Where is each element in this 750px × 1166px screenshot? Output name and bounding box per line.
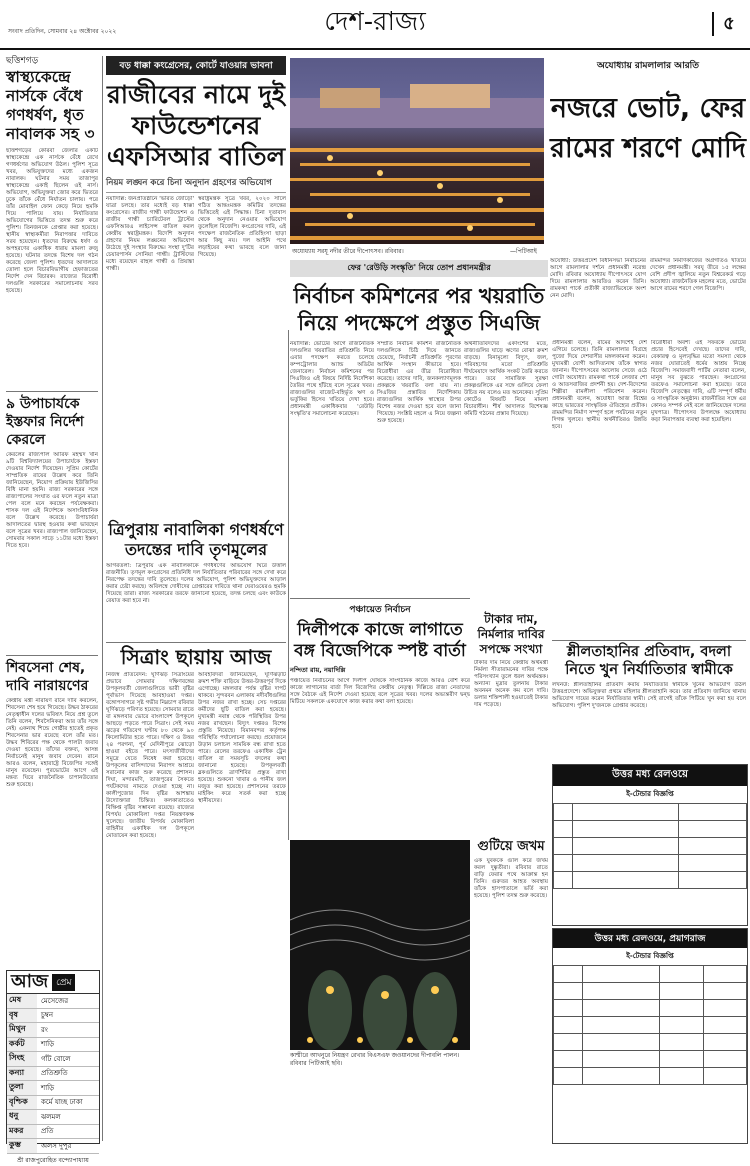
story-nurse-place: ছত্তিশগড় [6, 56, 39, 66]
masthead [0, 0, 750, 50]
story-taka-headline: টাকার দাম, নির্মলার দাবির সপক্ষে সংখ্যা [477, 612, 545, 656]
horoscope-footer: শ্রী রাজপুরোহিত বন্দ্যোপাধ্যায় [17, 1156, 89, 1164]
horoscope-box [6, 970, 100, 1164]
story-nurse-body: ছত্তিশগড়ের কোরবা জেলার একটি স্বাস্থ্যকেন্দ্রে এক নার্সকে বেঁধে রেখে গণধর্ষণের অভিযোগ উঠল। পুলিশ সূত্রে খবর, অভিযুক্তদের মধ্যে একজন নাবালক। ঘটনার সময় তাজাপুর স্বাস্থ্যকেন্দ্রে একাই ছিলেন ওই নার্স। অভিযোগ, অভিযুক্তরা জোর করে ভিতরে ঢুকে তাঁকে বেঁধে নির্যাতন চালায়। পরে তাঁর মোবাইল ফোন কেড়ে নিয়ে হুমকি দিয়ে পালিয়ে যায়। নির্যাতিতার অভিযোগের ভিত্তিতে তদন্ত শুরু করে পুলিশ। তিনজনকে গ্রেপ্তার করা হয়েছে। স্থানীয় স্বাস্থ্যকর্মীরা নিরাপত্তার দাবিতে সরব হয়েছেন। ধৃতদের বিরুদ্ধে ধর্ষণ ও অপহরণের একাধিক ধারায় মামলা রুজু হয়েছে। ঘটনার তদন্তে বিশেষ দল গঠন করেছে জেলা পুলিশ। ধৃতদের আদালতে তোলা হলে বিচারবিভাগীয় হেফাজতের নির্দেশ দেন বিচারক। রাজ্যের বিরোধী দলগুলি সরকারের সমালোচনায় সরব হয়েছে। [6, 148, 98, 295]
horoscope-row: কর্কট শাড়ি [7, 1038, 99, 1053]
story-dilip-body: পঞ্চায়েত নির্বাচনের আগে দিলীপ ঘোষকে সাংগঠনিক কাজে আরও বেশি করে কাজে লাগানোর বার্তা দিল বিজেপির কেন্দ্রীয় নেতৃত্ব। দিল্লিতে রাজ্য নেতাদের সঙ্গে বৈঠকে এই নির্দেশ দেওয়া হয়েছে বলে সূত্রের খবর। দলের অভ্যন্তরীণ দ্বন্দ্ব মিটিয়ে সকলকে একযোগে কাজ করার কথা বলা হয়েছে। [290, 678, 470, 705]
horoscope-row: মকর প্রতি [7, 1125, 99, 1140]
story-rajiv-body-2: স্বরাষ্ট্রমন্ত্রক সূত্রে খবর, ২০২০ সালে গঠিত আন্তঃমন্ত্রক কমিটির তদন্তের ভিত্তিতেই এই সিদ্ধান্ত। চিনা দূতাবাস থেকে অনুদান নেওয়ার অভিযোগ তুলেছিল বিজেপি। কংগ্রেসের দাবি, এই পদক্ষেপ রাজনৈতিক প্রতিহিংসা ছাড়া আর কিছু নয়। দল আইনি পথে লড়াইয়ের কথা ভাবছে বলে জানা গিয়েছে। [198, 196, 286, 258]
story-dilip-byline: নন্দিতা রায়, নয়াদিল্লি [290, 666, 346, 674]
horoscope-list [7, 994, 99, 1154]
story-rajiv-body-1: নয়াদিল্লি: জনপ্রতিষ্ঠানে 'ভারত জোড়ো' যাত্রা চলছে। তার মধ্যেই বড় ধাক্কা কংগ্রেসের। রাজীব গান্ধী ফাউন্ডেশন ও রাজীব গান্ধী চ্যারিটেবল ট্রাস্টের এফসিআরএ লাইসেন্স বাতিল করল কেন্দ্রীয় স্বরাষ্ট্রমন্ত্রক। বিদেশি অনুদান গ্রহণের নিয়ম লঙ্ঘনের অভিযোগ উঠেছে দুই সংস্থার বিরুদ্ধে। সংস্থা দু'টির চেয়ারপার্সন সোনিয়া গান্ধী। ট্রাস্টিদের মধ্যে রয়েছেন রাহুল গান্ধী ও প্রিয়াঙ্কা গান্ধী। [106, 196, 194, 272]
story-rajiv-headline: রাজীবের নামে দুই ফাউন্ডেশনের এফসিআর বাতিল [106, 80, 286, 171]
story-taka [474, 598, 548, 838]
story-shivsena-body: কেন্দ্রীয় মন্ত্রী নারায়ণ রানে দাবি করলেন, শিবসেনা শেষ হয়ে গিয়েছে। উদ্ধব ঠাকরের নেতৃত্বাধীন দলের ভবিষ্যৎ নিয়ে প্রশ্ন তুলে তিনি বলেন, শিবসৈনিকরা আর তাঁর সঙ্গে নেই। একনাথ শিন্ডে গোষ্ঠীর হাতেই প্রকৃত শিবসেনার ভার রয়েছে বলে তাঁর মত। উদ্ধব শিবিরের পক্ষ থেকে পালটা জবাব দেওয়া হয়েছে। তাঁদের বক্তব্য, আসন্ন নির্বাচনেই মানুষ জবাব দেবেন। রানে আরও বলেন, মহারাষ্ট্রে বিজেপির সঙ্গেই মানুষ রয়েছেন। পুরভোটের আগে এই মন্তব্য ঘিরে রাজনৈতিক চাপানউতোর শুরু হয়েছে। [6, 698, 98, 789]
story-sitrang [106, 642, 286, 1140]
photo-illustration [290, 840, 470, 1050]
story-dilip [290, 598, 470, 798]
ad2-table [553, 965, 747, 1085]
ad1-title: উত্তর মধ্য রেলওয়ে [553, 765, 747, 786]
ad1-table [553, 803, 747, 889]
section-title: দেশ-রাজ্য [324, 7, 426, 37]
story-cag-kicker: ফের 'রেউড়ি সংস্কৃতি' নিয়ে তোপ প্রধানমন্ত্রীর [290, 260, 548, 277]
story-cag-body-1: নয়াদিল্লি: ভোটের আগে রাজনৈতিক দলগুলির খয়রাতির প্রতিশ্রুতি নিয়ে এবার পদক্ষেপ করতে চলেছে কম্পট্রোলার অ্যান্ড অডিটর জেনারেল। নির্বাচন কমিশনের পর সিএজিও এই বিষয়ে নির্দিষ্ট নির্দেশিকা তৈরির পথে হাঁটছে বলে সূত্রের খবর। রাজ্যগুলির বাজেট-বহির্ভূত ঋণ ও ভর্তুকির হিসেব খতিয়ে দেখা হবে। প্রধানমন্ত্রী একাধিকবার 'রেউড়ি সংস্কৃতি'র সমালোচনা করেছেন। [290, 341, 374, 417]
story-tripura [106, 520, 286, 640]
story-rajiv-kicker: বড় ধাক্কা কংগ্রেসের, কোর্টে যাওয়ার ভাবনা [106, 56, 286, 75]
ad-railway-2 [552, 928, 748, 1144]
story-vc-body: কেরলের রাজ্যপাল আরিফ মহম্মদ খান ৯টি বিশ্ববিদ্যালয়ের উপাচার্যকে ইস্তফা দেওয়ার নির্দেশ দিয়েছেন। সুপ্রিম কোর্টের সাম্প্রতিক রায়ের উল্লেখ করে তিনি জানিয়েছেন, নিয়োগ প্রক্রিয়ায় ইউজিসির বিধি মানা হয়নি। রাজ্য সরকারের সঙ্গে রাজ্যপালের সংঘাত এর ফলে নতুন মাত্রা পেল বলে মনে করছেন পর্যবেক্ষকরা। শাসক দল এই নির্দেশকে অসাংবিধানিক বলে উল্লেখ করেছে। উপাচার্যরা আদালতের দ্বারস্থ হওয়ার কথা ভাবছেন বলে সূত্রের খবর। রাজ্যপাল জানিয়েছেন, সোমবার সকাল সাড়ে ১১টার মধ্যে ইস্তফা দিতে হবে। [6, 452, 98, 550]
horoscope-row: তুলা শাড়ি [7, 1081, 99, 1096]
photo-kashmir-bsf [290, 840, 470, 1050]
story-tripura-body: আগরতলা: ত্রিপুরায় এক নাবালিকাকে গণধর্ষণের অভিযোগ ঘিরে উত্তাল রাজনীতি। তৃণমূল কংগ্রেসের প্রতিনিধি দল নির্যাতিতার পরিবারের সঙ্গে দেখা করে নিরপেক্ষ তদন্তের দাবি তুলেছে। দলের অভিযোগ, পুলিশ অভিযুক্তদের আড়াল করার চেষ্টা করছে। অবিলম্বে দোষীদের গ্রেপ্তারের দাবিতে থানা ঘেরাওয়েরও হুমকি দিয়েছে তারা। রাজ্য সরকারের তরফে জানানো হয়েছে, তদন্ত চলছে এবং কাউকে রেয়াত করা হবে না। [106, 563, 286, 604]
horoscope-row: মেষ মেসেজের [7, 994, 99, 1009]
story-nurse-headline: স্বাস্থ্যকেন্দ্রে নার্সকে বেঁধে গণধর্ষণ, ধৃত নাবালক সহ ৩ [6, 68, 95, 144]
story-sitrang-headline: সিত্রাং ছায়ায় আজ [106, 642, 286, 669]
page-number-value: ৫ [723, 12, 735, 34]
horoscope-row: বৃশ্চিক কর্মে যাচ্ছ ঢাকা [7, 1096, 99, 1111]
ad1-tender: ই-টেন্ডার বিজ্ঞপ্তি [626, 790, 674, 798]
story-rajiv-subhead: নিয়ম লঙ্ঘন করে চিনা অনুদান গ্রহণের অভিযোগ [106, 176, 286, 193]
story-jokhom-body: এক যুবককে গুলি করে জখম করল দুষ্কৃতীরা। রবিবার রাতে বাড়ি ফেরার পথে আক্রান্ত হন তিনি। গুরুতর আহত অবস্থায় তাঁকে হাসপাতালে ভর্তি করা হয়েছে। পুলিশ তদন্ত শুরু করেছে। [474, 857, 548, 899]
story-sitrang-body-1: নিজস্ব প্রতিবেদন: ঘূর্ণিঝড় সিত্রাংয়ের প্রভাবে সোমবার দক্ষিণবঙ্গের উপকূলবর্তী জেলাগুলিতে ভারী বৃষ্টির পূর্বাভাস দিয়েছে আবহাওয়া দপ্তর। বঙ্গোপসাগরে সৃষ্ট গভীর নিম্নচাপ রবিবার ঘূর্ণিঝড়ে পরিণত হয়েছে। সোমবার রাতে বা মঙ্গলবার ভোরে বাংলাদেশ উপকূলে আছড়ে পড়তে পারে সিত্রাং। সেই সময় ঝড়ের গতিবেগ ঘণ্টায় ৮০ থেকে ৯০ কিলোমিটার হতে পারে। দক্ষিণ ও উত্তর ২৪ পরগনা, পূর্ব মেদিনীপুরে ঝোড়ো হাওয়া বইতে পারে। মৎস্যজীবীদের সমুদ্রে যেতে নিষেধ করা হয়েছে। উপকূলের বাসিন্দাদের নিরাপদ আশ্রয়ে সরানোর কাজ শুরু করেছে প্রশাসন। দিঘা, মন্দারমণি, তাজপুরের সৈকতে পর্যটকদের নামতে দেওয়া হচ্ছে না। কালীপুজোর দিন বৃষ্টির আশঙ্কায় উদ্যোক্তারা চিন্তিত। কলকাতাতেও বিক্ষিপ্ত বৃষ্টির সম্ভাবনা রয়েছে। রাজ্যের বিপর্যয় মোকাবিলা দপ্তর নিয়ন্ত্রণকক্ষ খুলেছে। জাতীয় বিপর্যয় মোকাবিলা বাহিনীর একাধিক দল উপকূলে মোতায়েন করা হয়েছে। [106, 672, 194, 839]
story-shivsena-headline: শিবসেনা শেষ, দাবি নারায়ণের [6, 660, 89, 695]
ad2-title: উত্তর মধ্য রেলওয়ে, প্রয়াগরাজ [553, 929, 747, 948]
story-rajiv [106, 56, 286, 596]
story-sitrang-body-2: আবহবিদরা জানিয়েছেন, ঘূর্ণিঝড়টি ক্রমশ শক্তি বাড়িয়ে উত্তর-উত্তরপূর্ব দিকে এগোচ্ছে। মঙ্গলবার পর্যন্ত বৃষ্টির দাপট থাকবে। সুন্দরবন এলাকায় নদীবাঁধগুলির উপর নজর রাখা হচ্ছে। সেচ দপ্তরের কর্মীদের ছুটি বাতিল করা হয়েছে। মুখ্যমন্ত্রী নবান্ন থেকে পরিস্থিতির উপর নজর রাখছেন। বিদ্যুৎ দপ্তরও বিশেষ প্রস্তুতি নিয়েছে। বিমানবন্দর কর্তৃপক্ষ পরিস্থিতি পর্যালোচনা করছে। প্রয়োজনে উড়ান চলাচল সাময়িক বন্ধ রাখা হতে পারে। রেলের তরফেও একাধিক ট্রেন বাতিল বা সময়সূচি বদলের কথা জানানো হয়েছে। উপকূলবর্তী ব্লকগুলিতে ত্রাণশিবির প্রস্তুত রাখা হয়েছে। শুকনো খাবার ও পানীয় জল মজুত করা হয়েছে। প্রশাসনের তরফে মাইকিং করে সতর্ক করা হচ্ছে স্থানীয়দের। [198, 672, 286, 804]
horoscope-row: মিথুন রং [7, 1023, 99, 1038]
story-taka-body: টাকার দাম নিয়ে কেন্দ্রীয় অর্থমন্ত্রী নির্মলা সীতারামনের দাবির পক্ষে পরিসংখ্যান তুলে ধরল অর্থমন্ত্রক। অন্যান্য মুদ্রার তুলনায় টাকার অবনমন অনেক কম বলে দাবি। ডলার শক্তিশালী হওয়াতেই টাকার দাম পড়েছে। [474, 660, 548, 708]
story-cag-body-3: অর্থনীতিবিদদের একাংশের মতে, রাজ্যগুলির ঘাড়ে ঋণের বোঝা ক্রমশ বাড়ছে। বিনামূল্যে বিদ্যুৎ, জল, পরিবহণের মতো প্রতিশ্রুতি দীর্ঘমেয়াদে আর্থিক সংকট তৈরি করতে পারে। তবে সামাজিক সুরক্ষা প্রকল্পগুলিকে এর সঙ্গে গুলিয়ে ফেলা উচিত নয় বলেও মত অনেকের। সুপ্রিম কোর্টেও বিষয়টি নিয়ে মামলা বিচারাধীন। শীর্ষ আদালত বিশেষজ্ঞ কমিটি গঠনের প্রস্তাব দিয়েছে। [464, 341, 548, 417]
horoscope-row: বৃষ চুম্বন [7, 1009, 99, 1024]
story-modi-body: অযোধ্যা: উত্তরপ্রদেশ বিধানসভা নির্বাচনের আগে রামলালার দর্শনে প্রধানমন্ত্রী নরেন্দ্র মোদি। রবিবার অযোধ্যায় দীপোৎসবে যোগ দিয়ে রামলালার আরতিও করেন তিনি। রামকথা পার্কে প্রতীকী রাজ্যাভিষেকে অংশ নেন মোদি। রামমন্দির নির্মাণকাজের অগ্রগতিও খতিয়ে দেখেন প্রধানমন্ত্রী। সরযূ তীরে ১৫ লক্ষের বেশি প্রদীপ জ্বালিয়ে নতুন বিশ্বরেকর্ড গড়ে অযোধ্যা। রাজনৈতিক মহলের মতে, ভোটের আগে রামের শরণে গেল বিজেপি। [550, 258, 746, 299]
ad2-tender: ই-টেন্ডার বিজ্ঞপ্তি [626, 952, 674, 960]
story-tripura-headline: ত্রিপুরায় নাবালিকা গণধর্ষণে তদন্তের দাবি তৃণমূলের [108, 520, 284, 559]
photo-ayodhya-deepotsav [290, 58, 544, 244]
story-shrilota-headline: শ্লীলতাহানির প্রতিবাদ, বদলা নিতে খুন নির্যাতিতার স্বামীকে [552, 640, 746, 679]
photo-bottom-caption: কাশ্মীরে আখনুরে নিয়ন্ত্রণ রেখার বিএসএফ জওয়ানদের দীপাবলি পালন। রবিবার পিটিআই ছবি। [290, 1052, 460, 1067]
story-vc-headline: ৯ উপাচার্যকে ইস্তফার নির্দেশ কেরলে [6, 396, 84, 449]
horoscope-row: ধনু ঝলমল [7, 1110, 99, 1125]
story-modi-continued: প্রধানমন্ত্রী বলেন, রামের আদর্শেই দেশ এগিয়ে চলেছে। তিনি রামলালার বিগ্রহে পুজো দিয়ে দেশবাসীর মঙ্গলকামনা করেন। মুখ্যমন্ত্রী যোগী আদিত্যনাথ তাঁকে স্বাগত জানান। দীপোৎসবের আলোয় সেজে ওঠে গোটা অযোধ্যা। রামকথা পার্কে লেজার শো ও আতসবাজির প্রদর্শনী হয়। দেশ-বিদেশের শিল্পীরা রামলীলা পরিবেশন করেন। প্রধানমন্ত্রী বলেন, অযোধ্যা আজ বিশ্বের কাছে ভারতের সাংস্কৃতিক ঐতিহ্যের প্রতীক। রামমন্দির নির্মাণ সম্পূর্ণ হলে পর্যটনের নতুন দিগন্ত খুলবে। স্থানীয় অর্থনীতিরও উন্নতি হবে। বিরোধীরা অবশ্য এই সফরকে ভোটের প্রচার হিসেবেই দেখছে। তাদের দাবি, বেকারত্ব ও মূল্যবৃদ্ধির মতো সমস্যা থেকে নজর ঘোরাতেই ধর্মের আশ্রয় নিচ্ছে বিজেপি। সমাজবাদী পার্টির নেতারা বলেন, মানুষ সব বুঝতে পারছেন। কংগ্রেসের তরফেও সমালোচনা করা হয়েছে। তবে বিজেপি নেতৃত্বের দাবি, এটি সম্পূর্ণ ধর্মীয় ও সাংস্কৃতিক অনুষ্ঠান। রাজনীতির সঙ্গে এর কোনও সম্পর্ক নেই বলে জানিয়েছেন দলের মুখপাত্র। দীপোৎসব উপলক্ষে অযোধ্যায় কড়া নিরাপত্তার ব্যবস্থা করা হয়েছিল। [552, 340, 746, 430]
story-dilip-kicker: পঞ্চায়েত নির্বাচন [349, 605, 411, 615]
header-date: সংবাদ প্রতিদিন, সোমবার ২৪ অক্টোবর ২০২২ [8, 28, 117, 35]
page-number [712, 12, 744, 36]
story-jokhom-headline: গুটিয়ে জখম [477, 839, 545, 854]
story-cag [290, 258, 548, 598]
story-shrilota [552, 640, 746, 760]
photo-top-credit: —পিটিআই [510, 248, 537, 255]
story-jokhom [474, 840, 548, 980]
story-modi-kicker: অযোধ্যায় রামলালার আরতি [597, 61, 699, 71]
story-cag-body-2: সম্প্রতি নির্বাচন কমিশন রাজনৈতিক দলগুলিকে চিঠি দিয়ে জানতে চেয়েছে, নির্বাচনী প্রতিশ্রুতি পূরণের আর্থিক সংস্থান কীভাবে হবে। বিরোধীরা এর তীব্র বিরোধিতা করেছে। তাদের দাবি, জনকল্যাণমূলক প্রকল্পকে খয়রাতি বলা যায় না। সিএজির প্রস্তাবিত নির্দেশিকায় রাজ্যগুলির আর্থিক স্বাস্থ্যের উপর বিশেষ নজর দেওয়া হবে বলে জানা গিয়েছে। সংশ্লিষ্ট মহলে এ নিয়ে জল্পনা শুরু হয়েছে। [377, 341, 461, 424]
story-cag-headline: নির্বাচন কমিশনের পর খয়রাতি নিয়ে পদক্ষেপে প্রস্তুত সিএজি [293, 284, 545, 335]
story-modi-headline: নজরে ভোট, ফের রামের শরণে মোদি [550, 93, 746, 164]
horoscope-title-prem: প্রেম [52, 974, 75, 991]
horoscope-title-aaj: আজ [11, 970, 49, 992]
horoscope-row: কুম্ভ অলস দুপুর [7, 1139, 99, 1154]
horoscope-row: কন্যা প্রতিশ্রুতি [7, 1067, 99, 1082]
photo-illustration [290, 58, 544, 244]
story-dilip-headline: দিলীপকে কাজে লাগাতে বঙ্গ বিজেপিকে স্পষ্ট বার্তা [294, 620, 466, 661]
horoscope-row: সিংহ গাঁট বোলে [7, 1052, 99, 1067]
story-shrilota-body: লখনউ: শ্লীলতাহানির প্রতিবাদ করায় নির্যাতিতার স্বামীকে খুনের অভিযোগ উঠল উত্তরপ্রদেশে। অভিযুক্তরা প্রথমে মহিলার শ্লীলতাহানি করে। তার প্রতিবাদ জানিয়ে থানায় অভিযোগ দায়ের করেন নির্যাতিতার স্বামী। সেই রাগেই তাঁকে পিটিয়ে খুন করা হয় বলে অভিযোগ। পুলিশ দু'জনকে গ্রেপ্তার করেছে। [552, 682, 746, 709]
photo-top-caption: অযোধ্যায় সরযূ নদীর তীরে দীপোৎসব। রবিবার। [292, 248, 404, 255]
ad-railway-1 [552, 764, 748, 926]
